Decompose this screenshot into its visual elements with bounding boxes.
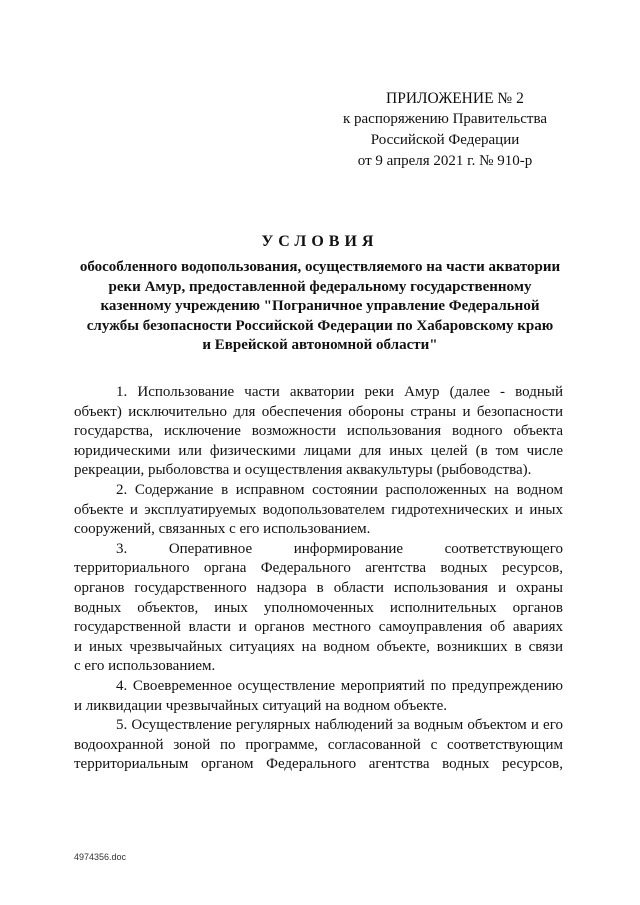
paragraph-line: водоохранной зоной по программе, согласованной с соответствующим	[74, 736, 563, 753]
paragraph-line: органов государственного надзора в области использования и охраны	[74, 579, 563, 596]
document-subtitle	[40, 258, 600, 356]
paragraph-line: объекте и эксплуатируемых водопользователем гидротехнических и иных	[74, 501, 563, 518]
paragraph-4	[74, 677, 563, 716]
annex-title: ПРИЛОЖЕНИЕ № 2	[386, 90, 524, 107]
annex-line-2: Российской Федерации	[370, 132, 520, 148]
paragraph-line: территориального органа Федерального агентства водных ресурсов,	[74, 560, 563, 577]
paragraph-line: и иных чрезвычайных ситуациях на водном объекте, возникших в связи	[74, 638, 563, 655]
document-title: УСЛОВИЯ	[261, 233, 379, 250]
paragraph-line: 3. Оперативное информирование соответствующего	[116, 540, 563, 557]
subtitle-line: казенному учреждению "Пограничное управление Федеральной	[100, 298, 540, 315]
annex-line-3: от 9 апреля 2021 г. № 910-р	[357, 153, 533, 169]
paragraph-5	[74, 716, 563, 775]
paragraph-line: с его использованием.	[74, 658, 216, 675]
paragraph-line: государства, исключение возможности использования водного объекта	[74, 423, 563, 440]
subtitle-line: и Еврейской автономной области"	[202, 337, 438, 354]
paragraph-line: 5. Осуществление регулярных наблюдений за водным объектом и его	[116, 717, 563, 734]
paragraph-line: объект) исключительно для обеспечения обороны страны и безопасности	[74, 403, 563, 420]
paragraph-line: и ликвидации чрезвычайных ситуаций на водном объекте.	[74, 697, 448, 714]
annex-header	[330, 88, 560, 172]
paragraph-3	[74, 540, 563, 677]
subtitle-line: службы безопасности Российской Федерации по Хабаровскому краю	[86, 317, 554, 334]
subtitle-line: реки Амур, предоставленной федеральному государственному	[108, 278, 532, 295]
subtitle-line: обособленного водопользования, осуществляемого на части акватории	[79, 259, 561, 275]
paragraph-line: территориальным органом Федерального агентства водных ресурсов,	[74, 756, 563, 773]
paragraph-line: юридическими или физическими лицами для иных целей (в том числе	[74, 442, 563, 459]
paragraph-line: 2. Содержание в исправном состоянии расположенных на водном	[116, 481, 563, 498]
paragraph-line: сооружений, связанных с его использованием.	[74, 521, 371, 538]
paragraph-line: рекреации, рыболовства и осуществления аквакультуры (рыбоводства).	[74, 462, 532, 479]
paragraph-2	[74, 481, 563, 540]
paragraph-line: 4. Своевременное осуществление мероприятий по предупреждению	[116, 677, 563, 694]
annex-line-1: к распоряжению Правительства	[342, 111, 547, 127]
paragraph-line: водных объектов, иных уполномоченных исполнительных органов	[74, 599, 563, 616]
file-name-footer: 4974356.doc	[74, 852, 127, 862]
document-body	[74, 383, 563, 775]
paragraph-1	[74, 383, 563, 481]
paragraph-line: государственной власти и органов местного самоуправления об авариях	[74, 619, 563, 636]
paragraph-line: 1. Использование части акватории реки Амур (далее - водный	[116, 384, 563, 400]
